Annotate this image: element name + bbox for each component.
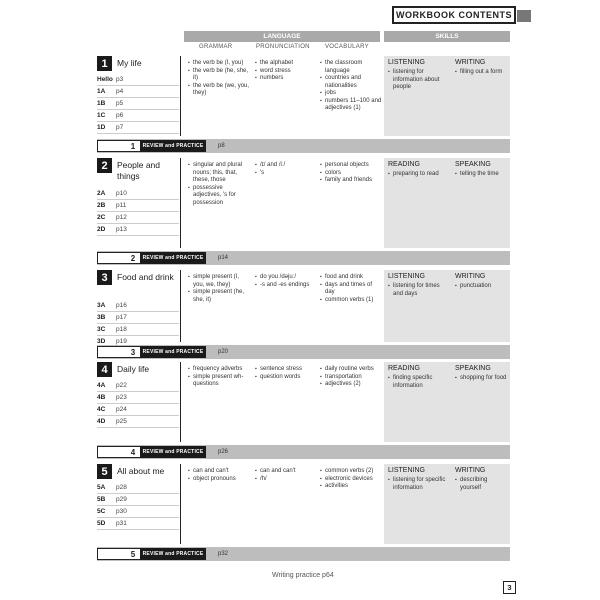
unit-number: 2	[97, 158, 112, 173]
lesson-code: 1D	[97, 124, 106, 131]
skill-column	[388, 477, 450, 492]
unit-number: 1	[97, 56, 112, 71]
grammar-column	[188, 162, 252, 207]
unit-separator	[180, 464, 181, 544]
skill-heading: SPEAKING	[455, 161, 491, 168]
unit-separator	[180, 158, 181, 248]
skills-background	[384, 270, 510, 342]
vocabulary-column-item: ▪ daily routine verbs	[320, 366, 382, 374]
pronunciation-column	[255, 366, 317, 381]
skill-heading: LISTENING	[388, 467, 425, 474]
lesson-page: p5	[116, 100, 124, 107]
lesson-code: 5A	[97, 484, 106, 491]
pronunciation-column	[255, 468, 317, 483]
skills-background	[384, 464, 510, 544]
lesson-code: 4C	[97, 406, 106, 413]
grammar-column-item: ▪ the verb be (I, you)	[188, 60, 252, 68]
vocabulary-column-item: ▪ colors	[320, 170, 382, 178]
vocabulary-column	[320, 60, 382, 113]
skill-column-item: ▪ shopping for food	[455, 375, 509, 383]
unit-title: My life	[117, 58, 142, 68]
lesson-page: p7	[116, 124, 124, 131]
grammar-column-item: ▪ simple present (I, you, we, they)	[188, 274, 252, 289]
lesson-page: p22	[116, 382, 127, 389]
unit-separator	[180, 56, 181, 136]
skill-column-item: ▪ finding specific information	[388, 375, 450, 390]
pronunciation-column-item: ▪ /h/	[255, 476, 317, 484]
vocabulary-column-item: ▪ food and drink	[320, 274, 382, 282]
vocabulary-column	[320, 274, 382, 304]
grammar-column	[188, 468, 252, 483]
unit-number: 3	[97, 270, 112, 285]
grammar-column-item: ▪ frequency adverbs	[188, 366, 252, 374]
unit-title: Food and drink	[117, 272, 174, 282]
pronunciation-column-item: ▪ 's	[255, 170, 317, 178]
unit-title: People and things	[117, 160, 161, 181]
vocabulary-column-item: ▪ adjectives (2)	[320, 381, 382, 389]
skill-heading: WRITING	[455, 59, 486, 66]
lesson-page: p23	[116, 394, 127, 401]
grammar-column	[188, 60, 252, 98]
pronunciation-column-item: ▪ the alphabet	[255, 60, 317, 68]
lesson-page: p16	[116, 302, 127, 309]
skill-column	[388, 283, 450, 298]
lesson-code: 3D	[97, 338, 106, 345]
lesson-code: 1C	[97, 112, 106, 119]
title-tab-decoration	[517, 10, 531, 22]
lesson-code: 1A	[97, 88, 106, 95]
vocabulary-column-item: ▪ common verbs (1)	[320, 297, 382, 305]
review-unit-number: 3	[97, 346, 169, 358]
skill-heading: SPEAKING	[455, 365, 491, 372]
lesson-page: p19	[116, 338, 127, 345]
vocabulary-column-item: ▪ numbers 11–100 and adjectives (1)	[320, 98, 382, 113]
skill-heading: READING	[388, 365, 420, 372]
lesson-page: p29	[116, 496, 127, 503]
review-label: REVIEW and PRACTICE	[140, 252, 206, 264]
lesson-code: 3B	[97, 314, 106, 321]
lesson-page: p24	[116, 406, 127, 413]
skill-column	[388, 171, 450, 179]
vocabulary-column	[320, 162, 382, 185]
review-page: p14	[218, 255, 229, 261]
review-label: REVIEW and PRACTICE	[140, 346, 206, 358]
pronunciation-column-item: ▪ can and can't	[255, 468, 317, 476]
lesson-code: 2A	[97, 190, 106, 197]
review-label: REVIEW and PRACTICE	[140, 548, 206, 560]
vocabulary-column-item: ▪ personal objects	[320, 162, 382, 170]
skill-column-item: ▪ filling out a form	[455, 69, 509, 77]
lesson-code: 5C	[97, 508, 106, 515]
grammar-column-item: ▪ object pronouns	[188, 476, 252, 484]
skill-heading: READING	[388, 161, 420, 168]
skill-column-item: ▪ describing yourself	[455, 477, 509, 492]
lesson-divider	[97, 133, 179, 134]
lesson-code: 2D	[97, 226, 106, 233]
pronunciation-column	[255, 60, 317, 83]
vocabulary-column	[320, 468, 382, 491]
grammar-column-item: ▪ singular and plural nouns; this, that, these, those	[188, 162, 252, 185]
review-page: p20	[218, 349, 229, 355]
page-number: 3	[503, 581, 516, 594]
grammar-column-item: ▪ possessive adjectives, 's for possession	[188, 185, 252, 208]
review-page: p32	[218, 551, 229, 557]
lesson-code: 4B	[97, 394, 106, 401]
vocabulary-column-item: ▪ activities	[320, 483, 382, 491]
skill-heading: LISTENING	[388, 59, 425, 66]
unit-title: All about me	[117, 466, 165, 476]
pronunciation-column-item: ▪ /ɪ/ and /iː/	[255, 162, 317, 170]
review-label: REVIEW and PRACTICE	[140, 140, 206, 152]
lesson-page: p11	[116, 202, 127, 209]
grammar-column-item: ▪ the verb be (he, she, it)	[188, 68, 252, 83]
skills-background	[384, 362, 510, 442]
workbook-contents-title: WORKBOOK CONTENTS	[392, 6, 516, 24]
pronunciation-column	[255, 274, 317, 289]
lesson-page: p6	[116, 112, 124, 119]
vocabulary-column-item: ▪ the classroom language	[320, 60, 382, 75]
pronunciation-column-item: ▪ numbers	[255, 75, 317, 83]
skill-column	[455, 375, 509, 383]
lesson-divider	[97, 529, 179, 530]
lesson-code: 1B	[97, 100, 106, 107]
skill-column-item: ▪ listening for specific information	[388, 477, 450, 492]
grammar-column-item: ▪ simple present (he, she, it)	[188, 289, 252, 304]
lesson-code: 2C	[97, 214, 106, 221]
skill-column-item: ▪ punctuation	[455, 283, 509, 291]
lesson-page: p25	[116, 418, 127, 425]
unit-title: Daily life	[117, 364, 150, 374]
unit-number: 4	[97, 362, 112, 377]
lesson-code: 4A	[97, 382, 106, 389]
lesson-code: 4D	[97, 418, 106, 425]
skill-column	[455, 171, 509, 179]
review-page: p26	[218, 449, 229, 455]
grammar-column	[188, 366, 252, 389]
lesson-page: p31	[116, 520, 127, 527]
grammar-column-item: ▪ can and can't	[188, 468, 252, 476]
lesson-code: 5D	[97, 520, 106, 527]
vocabulary-column-item: ▪ jobs	[320, 90, 382, 98]
lesson-page: p13	[116, 226, 127, 233]
lesson-divider	[97, 427, 179, 428]
lesson-page: p12	[116, 214, 127, 221]
skill-column	[455, 283, 509, 291]
skill-column-item: ▪ listening for information about people	[388, 69, 450, 92]
skill-column-item: ▪ listening for times and days	[388, 283, 450, 298]
lesson-page: p30	[116, 508, 127, 515]
pronunciation-column-item: ▪ do you /dəjuː/	[255, 274, 317, 282]
lesson-page: p28	[116, 484, 127, 491]
vocabulary-column-item: ▪ family and friends	[320, 177, 382, 185]
grammar-column-item: ▪ the verb be (we, you, they)	[188, 83, 252, 98]
review-unit-number: 4	[97, 446, 169, 458]
review-unit-number: 5	[97, 548, 169, 560]
pronunciation-column-item: ▪ word stress	[255, 68, 317, 76]
lesson-code: Hello	[97, 76, 113, 83]
lesson-page: p17	[116, 314, 127, 321]
vocabulary-column-item: ▪ days and times of day	[320, 282, 382, 297]
vocabulary-column-item: ▪ common verbs (2)	[320, 468, 382, 476]
skill-heading: WRITING	[455, 273, 486, 280]
review-unit-number: 1	[97, 140, 169, 152]
skill-column-item: ▪ telling the time	[455, 171, 509, 179]
unit-separator	[180, 362, 181, 442]
pronunciation-column	[255, 162, 317, 177]
skill-column	[388, 69, 450, 92]
footer-writing-practice: Writing practice p64	[272, 572, 334, 579]
lesson-page: p10	[116, 190, 127, 197]
lesson-code: 3A	[97, 302, 106, 309]
vocabulary-header: VOCABULARY	[325, 44, 369, 50]
unit-number: 5	[97, 464, 112, 479]
vocabulary-column	[320, 366, 382, 389]
pronunciation-header: PRONUNCIATION	[256, 44, 310, 50]
skills-header: SKILLS	[384, 31, 510, 42]
skill-column	[455, 69, 509, 77]
unit-separator	[180, 270, 181, 342]
lesson-code: 2B	[97, 202, 106, 209]
lesson-page: p3	[116, 76, 124, 83]
lesson-page: p18	[116, 326, 127, 333]
skill-column-item: ▪ preparing to read	[388, 171, 450, 179]
skill-heading: WRITING	[455, 467, 486, 474]
review-page: p8	[218, 143, 225, 149]
lesson-code: 3C	[97, 326, 106, 333]
grammar-column	[188, 274, 252, 304]
lesson-code: 5B	[97, 496, 106, 503]
grammar-column-item: ▪ simple present wh- questions	[188, 374, 252, 389]
review-label: REVIEW and PRACTICE	[140, 446, 206, 458]
skill-column	[455, 477, 509, 492]
pronunciation-column-item: ▪ question words	[255, 374, 317, 382]
review-unit-number: 2	[97, 252, 169, 264]
lesson-divider	[97, 235, 179, 236]
grammar-header: GRAMMAR	[199, 44, 233, 50]
skills-background	[384, 56, 510, 136]
skill-heading: LISTENING	[388, 273, 425, 280]
vocabulary-column-item: ▪ electronic devices	[320, 476, 382, 484]
pronunciation-column-item: ▪ -s and -es endings	[255, 282, 317, 290]
vocabulary-column-item: ▪ countries and nationalities	[320, 75, 382, 90]
lesson-page: p4	[116, 88, 124, 95]
skill-column	[388, 375, 450, 390]
pronunciation-column-item: ▪ sentence stress	[255, 366, 317, 374]
vocabulary-column-item: ▪ transportation	[320, 374, 382, 382]
language-header: LANGUAGE	[184, 31, 380, 42]
